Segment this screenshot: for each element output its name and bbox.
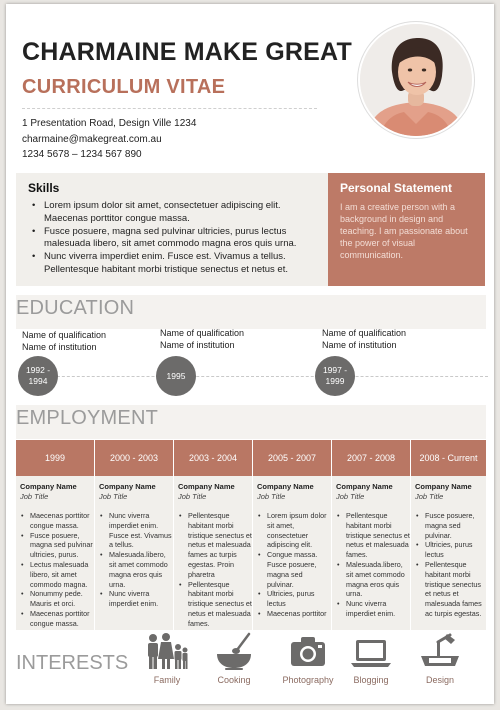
interest-family (136, 632, 198, 685)
qualification-name: Name of qualification (322, 328, 407, 338)
education-item (22, 329, 106, 353)
duty-item: • Maecenas porttitor congue massa. (20, 609, 94, 629)
duties-list (257, 511, 331, 619)
education-item (322, 327, 406, 351)
cv-page (6, 4, 494, 704)
duties-list (336, 511, 410, 619)
duty-item: • Malesuada.libero, sit amet commodo magna eros quis urna. (336, 560, 410, 599)
duty-item: • Pellentesque habitant morbi tristique senectus et netus et malesuada fames. (336, 511, 410, 560)
skills-section (16, 173, 329, 286)
interest-label: Design (425, 675, 454, 685)
interest-label: Photography (282, 675, 334, 685)
education-year-badge (18, 356, 58, 396)
company-name: Company Name (20, 482, 77, 491)
employment-period: 1999 (16, 440, 94, 476)
personal-statement-title: Personal Statement (340, 181, 453, 195)
duty-item: • Fusce posuere, magna sed pulvinar. (415, 511, 486, 540)
skills-title: Skills (28, 181, 60, 195)
profile-photo (358, 22, 474, 138)
duties-list (20, 511, 94, 629)
job-title: Job Title (99, 492, 128, 501)
company-name: Company Name (178, 482, 235, 491)
duty-item: • Nunc viverra imperdiet enim. (99, 589, 173, 609)
family-icon (144, 632, 190, 670)
employment-column (16, 440, 94, 630)
duty-item: • Malesuada.libero, sit amet commodo magna eros quis urna. (99, 550, 173, 589)
employment-period: 2007 - 2008 (332, 440, 410, 476)
job-title: Job Title (178, 492, 207, 501)
education-heading: EDUCATION (16, 297, 135, 319)
employment-heading: EMPLOYMENT (16, 407, 159, 429)
company-name: Company Name (99, 482, 156, 491)
qualification-name: Name of qualification (22, 330, 107, 340)
company-name: Company Name (336, 482, 393, 491)
duties-list (178, 511, 252, 629)
company-name: Company Name (257, 482, 314, 491)
skill-item: • Lorem ipsum dolor sit amet, consectetuer adipiscing elit. Maecenas porttitor congue massa. (30, 200, 322, 225)
skill-item: • Nunc viverra imperdiet enim. Fusce est. Vivamus a tellus. Pellentesque habitant morbi tristique senectus et netus et. (30, 251, 322, 276)
personal-statement-section (328, 173, 485, 286)
employment-column (95, 440, 173, 630)
job-title: Job Title (336, 492, 365, 501)
duty-item: • Congue massa. Fusce posuere, magna sed pulvinar. (257, 550, 331, 589)
duty-item: • Pellentesque habitant morbi tristique senectus et netus et malesuada fames ac turpis egestas. (415, 560, 486, 619)
contact-address: 1 Presentation Road, Design Ville 1234 (22, 118, 197, 129)
duty-item: • Lorem ipsum dolor sit amet, consectetuer adipiscing elit. (257, 511, 331, 550)
employment-column (411, 440, 486, 630)
duty-item: • Maecenas porttitor (257, 609, 331, 619)
job-title: Job Title (20, 492, 49, 501)
year-text: 1999 (325, 376, 345, 386)
employment-column (253, 440, 331, 630)
duty-item: • Fusce posuere, magna sed pulvinar ultricies, purus. (20, 531, 94, 560)
education-item (160, 327, 244, 351)
skills-list (30, 200, 322, 277)
duty-item: • Lectus malesuada libero, sit amet commodo magna. (20, 560, 94, 589)
skill-item: • Fusce posuere, magna sed pulvinar ultricies, purus lectus malesuada libero, sit amet commodo magna eros quis urna. (30, 226, 322, 251)
education-year-badge (156, 356, 196, 396)
institution-name: Name of institution (160, 340, 235, 350)
duty-item: • Pellentesque habitant morbi tristique senectus et netus et malesuada fames. (178, 580, 252, 629)
employment-period: 2008 - Current (411, 440, 486, 476)
contact-phone: 1234 5678 – 1234 567 890 (22, 149, 142, 160)
job-title: Job Title (415, 492, 444, 501)
camera-icon (285, 632, 331, 670)
duty-item: • Ultricies, purus lectus (415, 540, 486, 560)
duty-item: • Nunc viverra imperdiet enim. Fusce est. Vivamus a tellus. (99, 511, 173, 550)
interest-photography (273, 632, 343, 685)
employment-column (332, 440, 410, 630)
document-subtitle: CURRICULUM VITAE (22, 76, 226, 98)
education-year-badge (315, 356, 355, 396)
contact-block (22, 116, 196, 163)
duties-list (415, 511, 486, 619)
institution-name: Name of institution (22, 342, 97, 352)
design-icon (417, 632, 463, 670)
interest-cooking (203, 632, 265, 685)
interest-label: Family (153, 675, 181, 685)
cooking-icon (211, 632, 257, 670)
employment-period: 2000 - 2003 (95, 440, 173, 476)
duties-list (99, 511, 173, 609)
year-text: 1995 (166, 370, 186, 381)
year-text: 1997 - (322, 365, 348, 375)
personal-statement-text: I am a creative person with a background in design and teaching. I am passionate about the power of visual communication. (340, 202, 468, 260)
duty-item: • Pellentesque habitant morbi tristique senectus et netus et malesuada fames ac turpis egestas. Proin pharetra (178, 511, 252, 580)
person-name: CHARMAINE MAKE GREAT (22, 38, 352, 66)
job-title: Job Title (257, 492, 286, 501)
duty-item: • Ultricies, purus lectus (257, 589, 331, 609)
duty-item: • Maecenas porttitor congue massa. (20, 511, 94, 531)
interest-label: Blogging (353, 675, 389, 685)
interest-blogging (340, 632, 402, 685)
qualification-name: Name of qualification (160, 328, 245, 338)
interest-design (409, 632, 471, 685)
education-timeline (32, 376, 488, 377)
duty-item: • Nunc viverra imperdiet enim. (336, 599, 410, 619)
employment-period: 2003 - 2004 (174, 440, 252, 476)
company-name: Company Name (415, 482, 472, 491)
interest-label: Cooking (217, 675, 251, 685)
laptop-icon (348, 632, 394, 670)
interests-heading: INTERESTS (16, 652, 129, 674)
year-text: 1992 - (25, 365, 51, 375)
employment-column (174, 440, 252, 630)
duty-item: • Nonummy pede. Mauris et orci. (20, 589, 94, 609)
year-text: 1994 (28, 376, 48, 386)
contact-email: charmaine@makegreat.com.au (22, 133, 162, 145)
header-divider (22, 108, 317, 109)
employment-period: 2005 - 2007 (253, 440, 331, 476)
institution-name: Name of institution (322, 340, 397, 350)
